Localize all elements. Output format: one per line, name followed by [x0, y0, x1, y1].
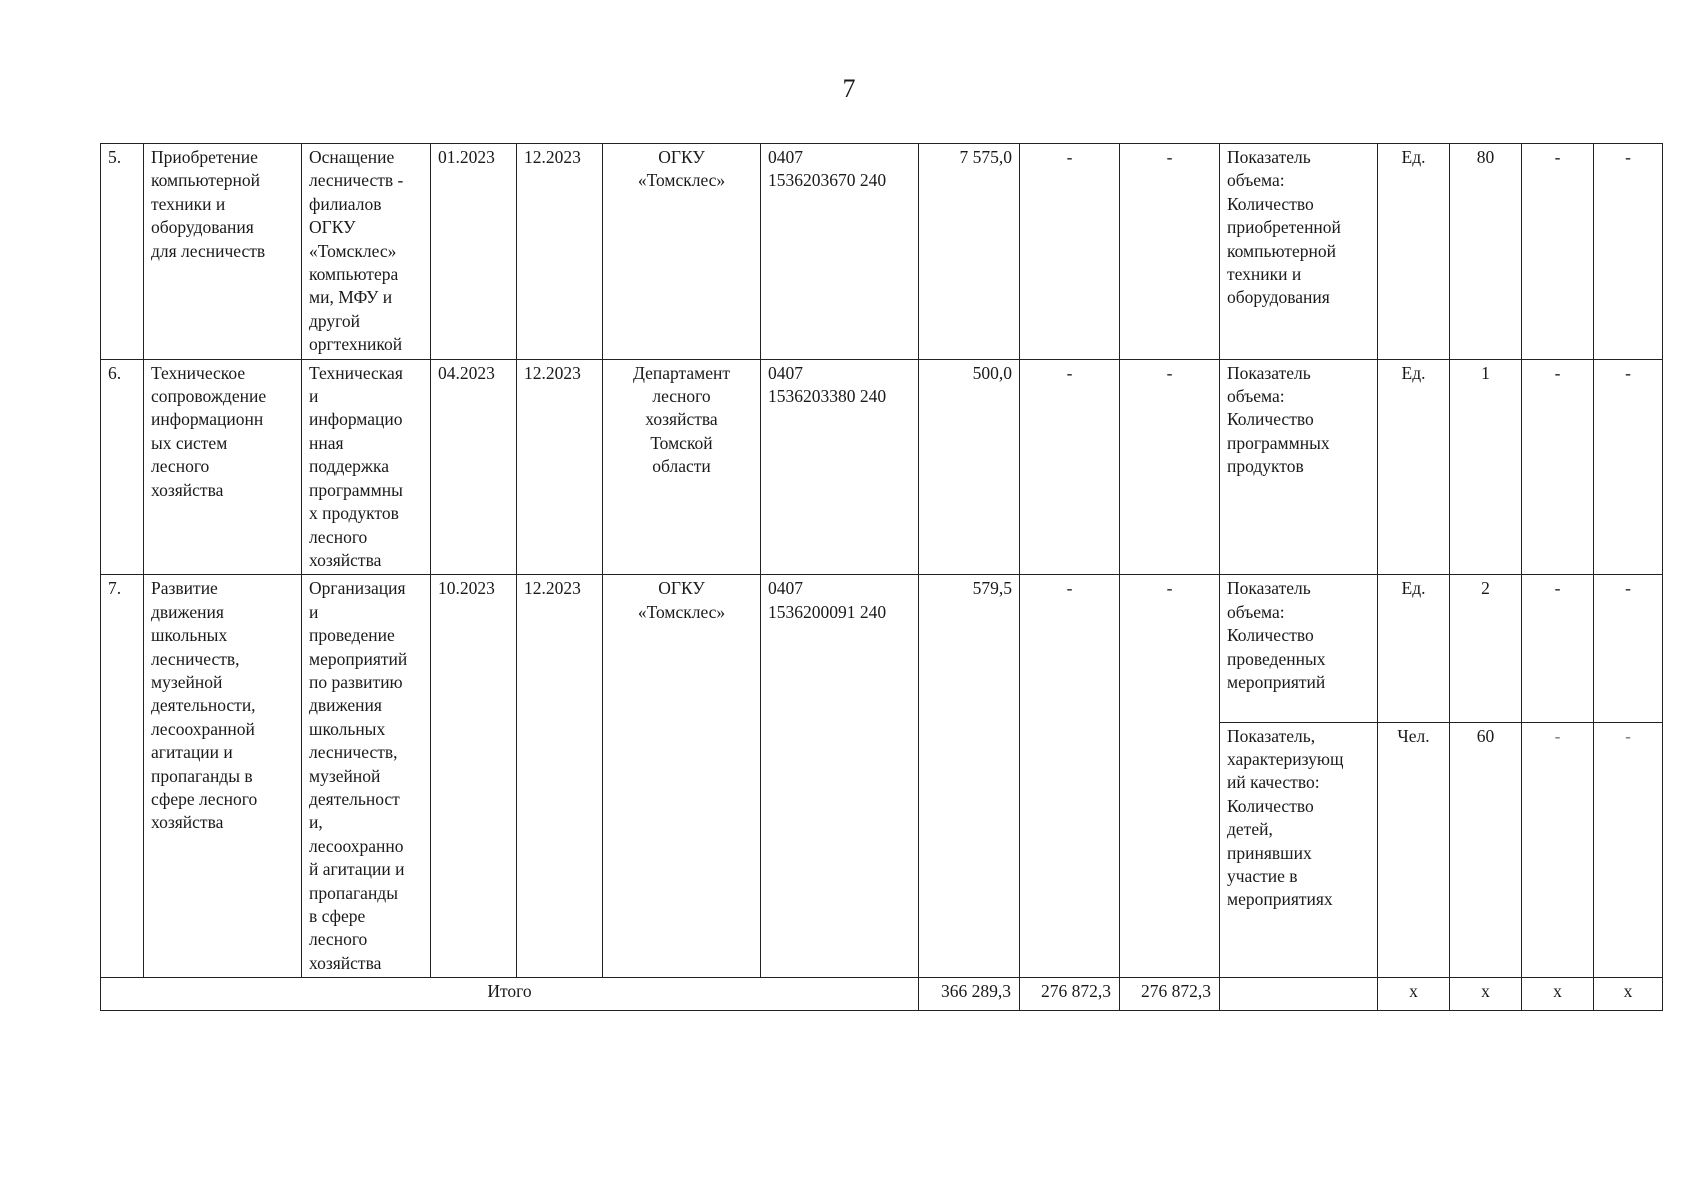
total-row — [101, 978, 1663, 1011]
total-x-1: х — [1378, 978, 1450, 1011]
row-number: 5. — [101, 144, 144, 360]
activity-content: Оснащение лесничеств - филиалов ОГКУ «Томсклес» компьютера ми, МФУ и другой оргтехникой — [302, 144, 431, 360]
total-x-4: х — [1594, 978, 1663, 1011]
indicator-value-3: - — [1594, 359, 1663, 575]
executor: ОГКУ «Томсклес» — [603, 575, 761, 978]
budget-code: 0407 1536203670 240 — [761, 144, 919, 360]
budget-code: 0407 1536200091 240 — [761, 575, 919, 978]
funding-year-1: 7 575,0 — [919, 144, 1020, 360]
total-label: Итого — [101, 978, 919, 1011]
indicator-value-3: - — [1594, 144, 1663, 360]
total-x-2: х — [1450, 978, 1522, 1011]
start-date: 10.2023 — [431, 575, 517, 978]
indicator-name: Показатель объема: Количество приобретенной компьютерной техники и оборудования — [1220, 144, 1378, 360]
activity-name: Приобретение компьютерной техники и оборудования для лесничеств — [144, 144, 302, 360]
funding-year-2: - — [1020, 359, 1120, 575]
activities-table — [100, 143, 1663, 1011]
indicator-unit: Ед. — [1378, 359, 1450, 575]
end-date: 12.2023 — [517, 575, 603, 978]
funding-year-2: - — [1020, 144, 1120, 360]
indicator-value-3: - — [1594, 575, 1663, 722]
table-row — [101, 359, 1663, 575]
total-funding-1: 366 289,3 — [919, 978, 1020, 1011]
indicator-value-2: - — [1522, 144, 1594, 360]
executor: ОГКУ «Томсклес» — [603, 144, 761, 360]
activity-name: Развитие движения школьных лесничеств, музейной деятельности, лесоохранной агитации и пропаганды в сфере лесного хозяйства — [144, 575, 302, 978]
start-date: 01.2023 — [431, 144, 517, 360]
funding-year-2: - — [1020, 575, 1120, 978]
funding-year-3: - — [1120, 144, 1220, 360]
indicator-value-1: 80 — [1450, 144, 1522, 360]
budget-code: 0407 1536203380 240 — [761, 359, 919, 575]
table-row — [101, 575, 1663, 722]
indicator-name: Показатель, характеризующ ий качество: Количество детей, принявших участие в мероприятиях — [1220, 722, 1378, 978]
row-number: 7. — [101, 575, 144, 978]
indicator-value-1: 1 — [1450, 359, 1522, 575]
funding-year-1: 579,5 — [919, 575, 1020, 978]
end-date: 12.2023 — [517, 144, 603, 360]
total-funding-2: 276 872,3 — [1020, 978, 1120, 1011]
funding-year-1: 500,0 — [919, 359, 1020, 575]
indicator-value-2: - — [1522, 359, 1594, 575]
indicator-value-3: - — [1594, 722, 1663, 978]
executor: Департамент лесного хозяйства Томской области — [603, 359, 761, 575]
row-number: 6. — [101, 359, 144, 575]
end-date: 12.2023 — [517, 359, 603, 575]
activity-name: Техническое сопровождение информационн ых систем лесного хозяйства — [144, 359, 302, 575]
indicator-value-2: - — [1522, 575, 1594, 722]
indicator-unit: Чел. — [1378, 722, 1450, 978]
funding-year-3: - — [1120, 359, 1220, 575]
indicator-name: Показатель объема: Количество проведенных мероприятий — [1220, 575, 1378, 722]
indicator-value-2: - — [1522, 722, 1594, 978]
start-date: 04.2023 — [431, 359, 517, 575]
indicator-value-1: 60 — [1450, 722, 1522, 978]
indicator-unit: Ед. — [1378, 575, 1450, 722]
total-empty-cell — [1220, 978, 1378, 1011]
indicator-unit: Ед. — [1378, 144, 1450, 360]
page-number: 7 — [842, 74, 856, 103]
funding-year-3: - — [1120, 575, 1220, 978]
indicator-value-1: 2 — [1450, 575, 1522, 722]
total-x-3: х — [1522, 978, 1594, 1011]
indicator-name: Показатель объема: Количество программных продуктов — [1220, 359, 1378, 575]
activity-content: Организация и проведение мероприятий по развитию движения школьных лесничеств, музейной деятельност и, лесоохранно й агитации и пропаганды в сфере лесного хозяйства — [302, 575, 431, 978]
total-funding-3: 276 872,3 — [1120, 978, 1220, 1011]
table-row — [101, 144, 1663, 360]
activity-content: Техническая и информацио нная поддержка программны х продуктов лесного хозяйства — [302, 359, 431, 575]
